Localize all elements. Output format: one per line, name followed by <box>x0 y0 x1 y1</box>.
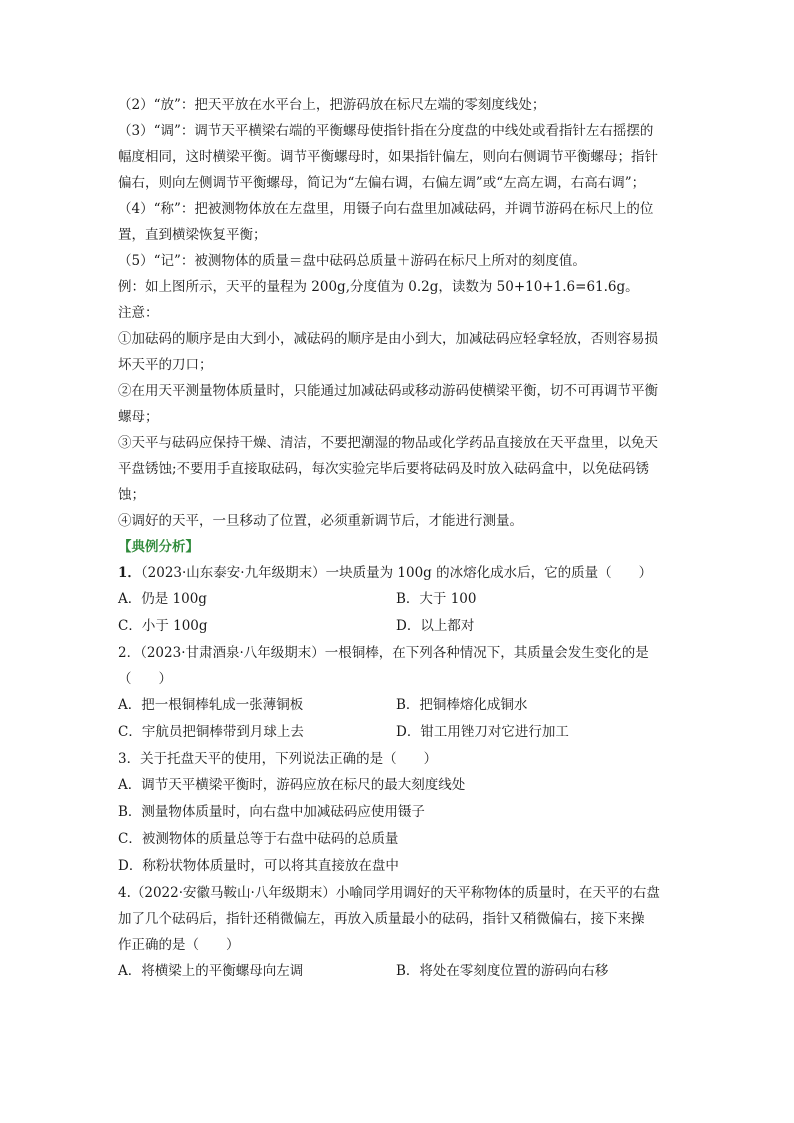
options-row <box>118 719 694 746</box>
step-line: （5）“记”：被测物体的质量＝盘中砝码总质量＋游码在标尺上所对的刻度值。 <box>118 253 586 269</box>
question-text: 作正确的是（ ） <box>118 937 240 953</box>
note-line: 坏天平的刀口； <box>118 357 213 373</box>
question-3 <box>118 746 694 880</box>
note-line: ④调好的天平，一旦移动了位置，必须重新调节后，才能进行测量。 <box>118 513 523 529</box>
option-c: C．宇航员把铜棒带到月球上去 <box>118 724 304 740</box>
options-row <box>118 586 694 613</box>
notes-block <box>118 326 694 534</box>
step-line: （4）“称”：把被测物体放在左盘里，用镊子向右盘里加减砝码，并调节游码在标尺上的位 <box>118 201 654 217</box>
options-row <box>118 692 694 719</box>
question-text: 加了几个砝码后，指针还稍微偏左，再放入质量最小的砝码，指针又稍微偏右，接下来操 <box>118 911 645 927</box>
question-1 <box>118 560 694 640</box>
step-line: 置，直到横梁恢复平衡； <box>118 227 267 243</box>
question-text: （2023·山东泰安·九年级期末）一块质量为 100g 的冰熔化成水后，它的质量（ ） <box>140 565 653 581</box>
note-line: 蚀； <box>118 487 145 503</box>
option-d: D．称粉状物体质量时，可以将其直接放在盘中 <box>118 858 399 874</box>
note-line: ③天平与砝码应保持干燥、清洁，不要把潮湿的物品或化学药品直接放在天平盘里，以免天 <box>118 435 658 451</box>
option-d: D．以上都对 <box>396 618 475 634</box>
option-a: A．把一根铜棒轧成一张薄铜板 <box>118 697 304 713</box>
options-row <box>118 958 694 985</box>
option-b: B．大于 100 <box>396 591 477 607</box>
option-b: B．把铜棒熔化成铜水 <box>396 697 528 713</box>
section-title: 【典例分析】 <box>118 539 199 555</box>
step-line: （3）“调”：调节天平横梁右端的平衡螺母使指针指在分度盘的中线处或看指针左右摇摆的 <box>118 123 654 139</box>
question-text: （ ） <box>118 671 172 687</box>
options-row <box>118 613 694 640</box>
option-c: C．小于 100g <box>118 618 208 634</box>
option-c: C．被测物体的质量总等于右盘中砝码的总质量 <box>118 831 399 847</box>
question-text: 4.（2022·安徽马鞍山·八年级期末）小喻同学用调好的天平称物体的质量时，在天平的右盘 <box>118 885 660 901</box>
step-line: 幅度相同，这时横梁平衡。调节平衡螺母时，如果指针偏左，则向右侧调节平衡螺母；指针 <box>118 149 658 165</box>
question-2 <box>118 640 694 746</box>
notes-title: 注意： <box>118 305 159 321</box>
note-line: ②在用天平测量物体质量时，只能通过加减砝码或移动游码使横梁平衡，切不可再调节平衡 <box>118 383 658 399</box>
step-line: （2）“放”：把天平放在水平台上，把游码放在标尺左端的零刻度线处； <box>118 97 546 113</box>
option-b: B．测量物体质量时，向右盘中加减砝码应使用镊子 <box>118 804 425 820</box>
question-text: 3．关于托盘天平的使用，下列说法正确的是（ ） <box>118 751 438 767</box>
note-line: ①加砝码的顺序是由大到小，减砝码的顺序是由小到大，加减砝码应轻拿轻放，否则容易损 <box>118 331 658 347</box>
question-4 <box>118 880 694 985</box>
option-a: A．将横梁上的平衡螺母向左调 <box>118 963 304 979</box>
question-text: 2．（2023·甘肃酒泉·八年级期末）一根铜棒，在下列各种情况下，其质量会发生变化的是 <box>118 645 649 661</box>
note-line: 螺母； <box>118 409 159 425</box>
question-number: 1． <box>118 565 141 581</box>
step-line: 偏右，则向左侧调节平衡螺母，简记为“左偏右调，右偏左调”或“左高左调，右高右调”； <box>118 175 646 191</box>
option-b: B．将处在零刻度位置的游码向右移 <box>396 963 609 979</box>
option-a: A．仍是 100g <box>118 591 207 607</box>
option-a: A．调节天平横梁平衡时，游码应放在标尺的最大刻度线处 <box>118 777 466 793</box>
option-d: D．钳工用锉刀对它进行加工 <box>396 724 569 740</box>
steps-block <box>118 92 694 274</box>
note-line: 平盘锈蚀;不要用手直接取砝码，每次实验完毕后要将砝码及时放入砝码盒中，以免砝码锈 <box>118 461 650 477</box>
example-line: 例：如上图所示，天平的量程为 200g,分度值为 0.2g，读数为 50+10+1.6=61.6g。 <box>118 279 639 295</box>
